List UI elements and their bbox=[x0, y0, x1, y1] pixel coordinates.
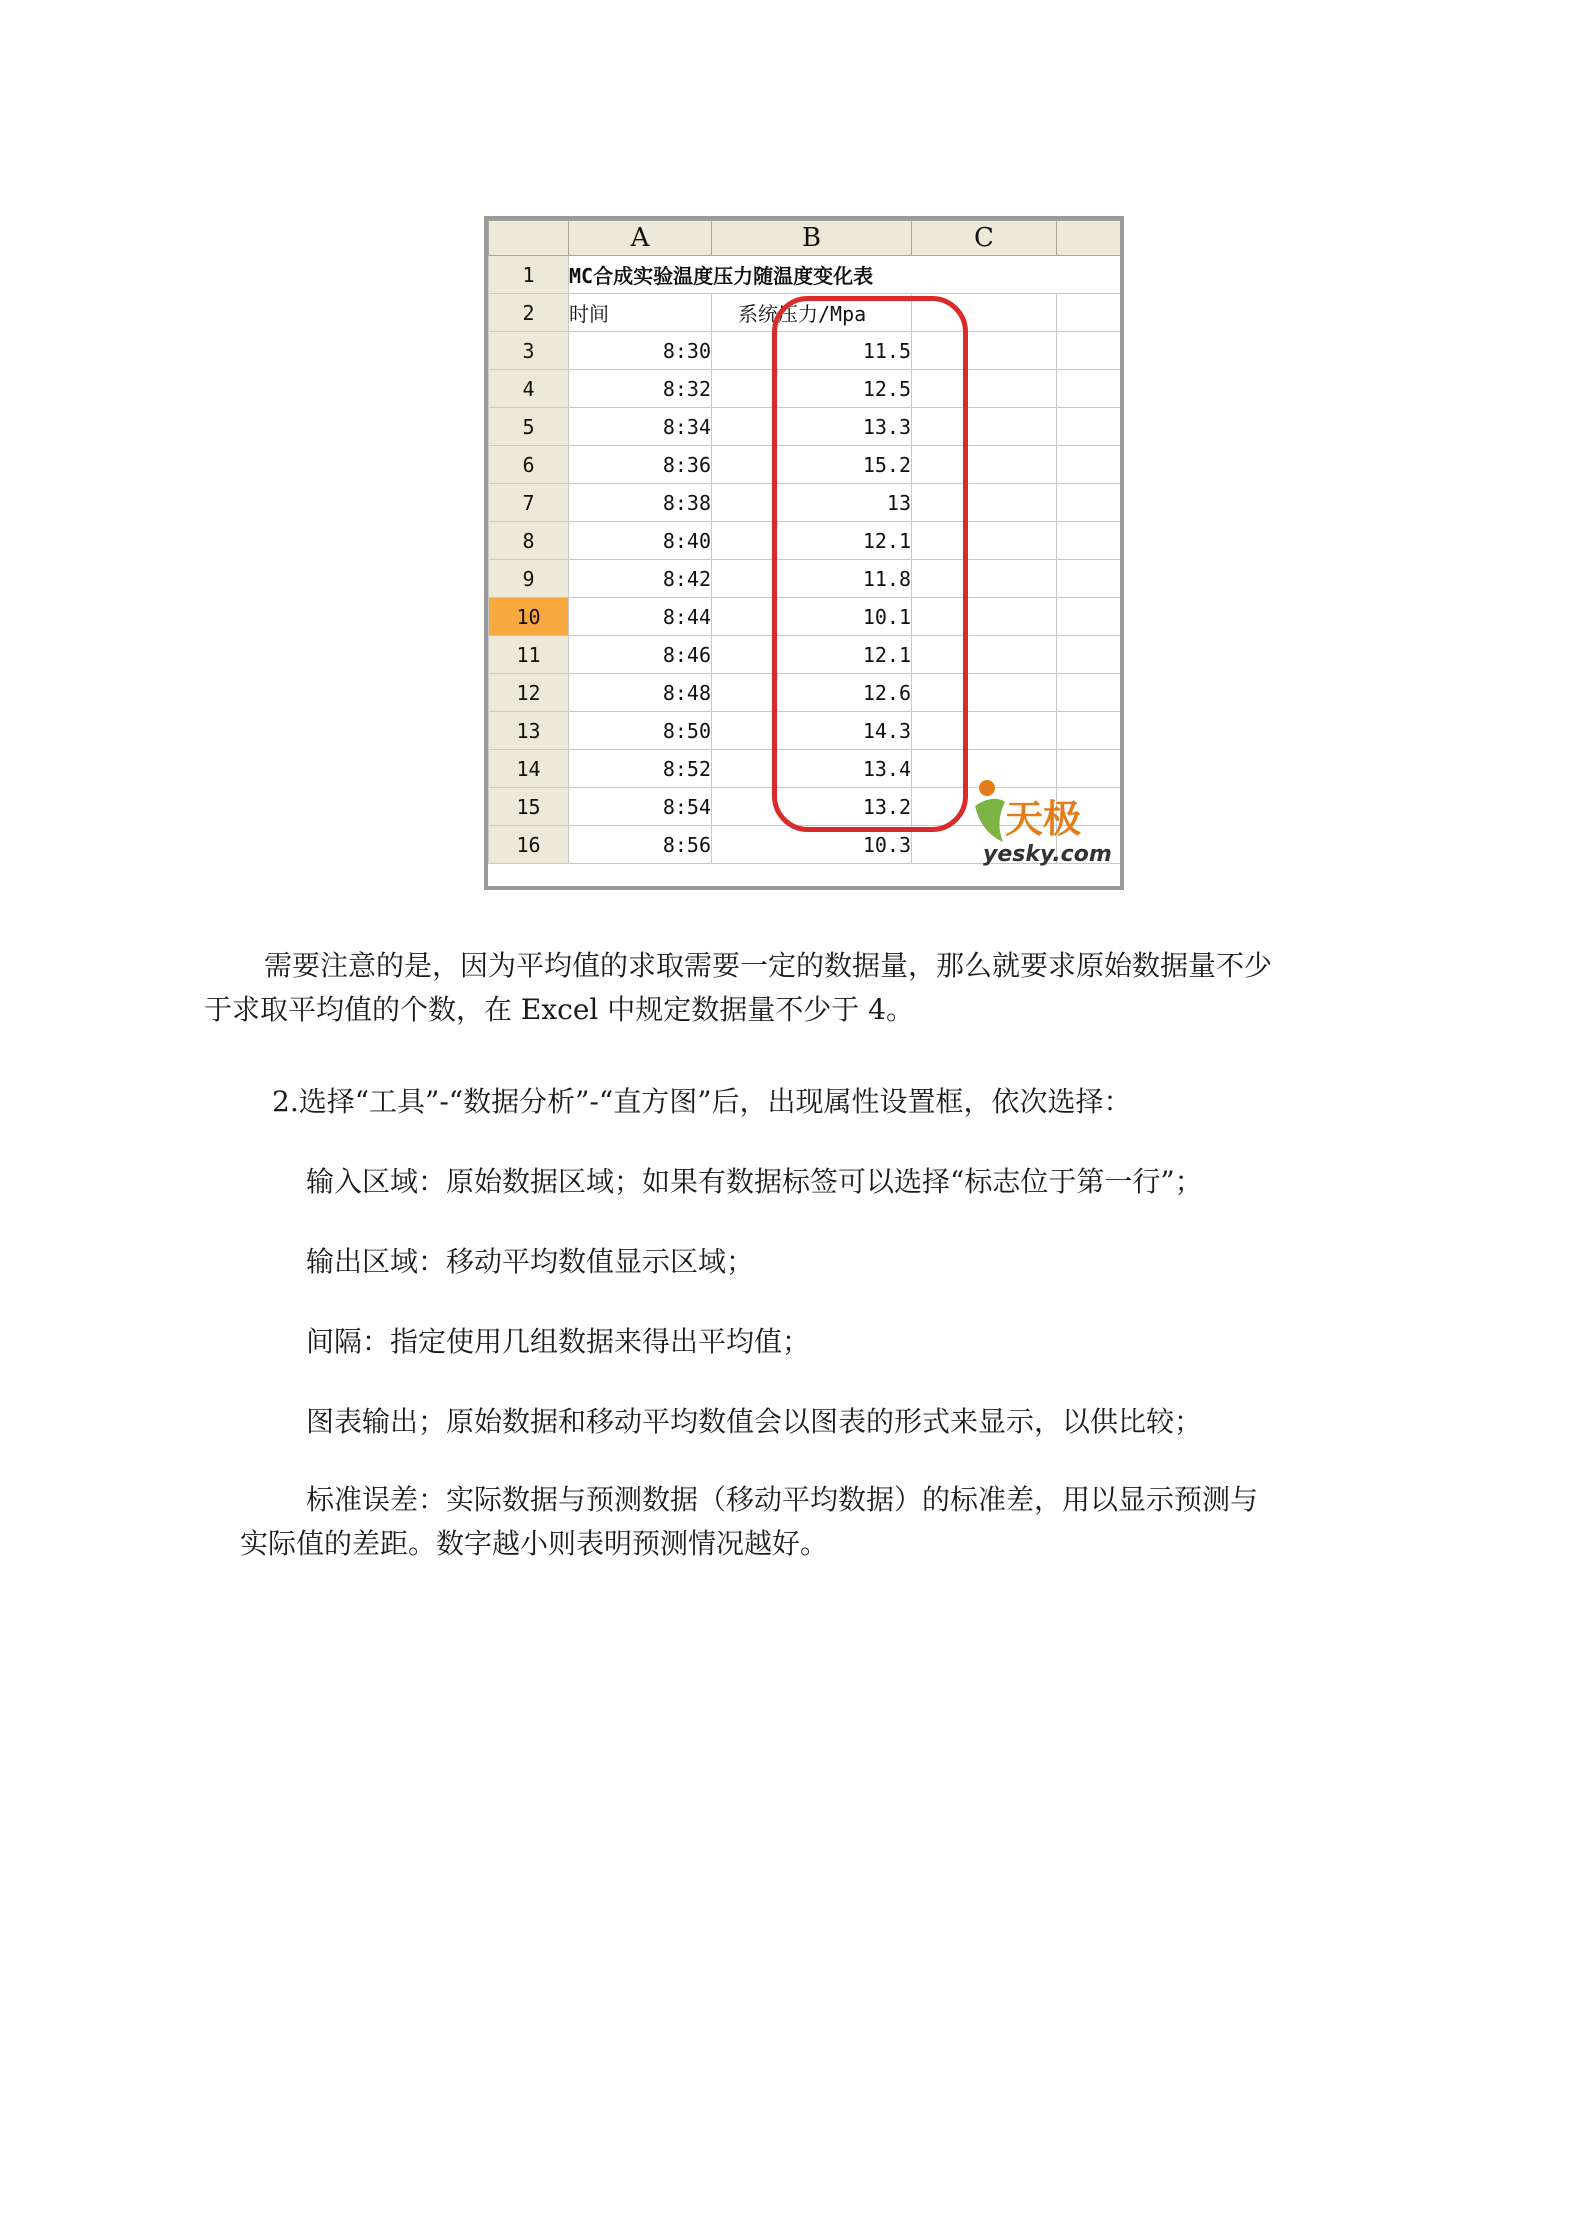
paragraph-output-range: 输出区域：移动平均数值显示区域； bbox=[306, 1245, 755, 1278]
pressure-cell: 12.5 bbox=[712, 370, 912, 408]
row-header: 1 bbox=[489, 256, 569, 294]
time-cell: 8:50 bbox=[569, 712, 712, 750]
table-title: MC合成实验温度压力随温度变化表 bbox=[569, 256, 1125, 294]
table-row bbox=[489, 256, 1125, 294]
row-header: 3 bbox=[489, 332, 569, 370]
empty-cell bbox=[1057, 294, 1125, 332]
header-pressure: 系统压力/Mpa bbox=[712, 294, 912, 332]
time-cell: 8:52 bbox=[569, 750, 712, 788]
time-cell: 8:54 bbox=[569, 788, 712, 826]
pressure-cell: 13 bbox=[712, 484, 912, 522]
column-header-c: C bbox=[912, 221, 1057, 256]
pressure-cell: 11.8 bbox=[712, 560, 912, 598]
empty-cell bbox=[1057, 598, 1125, 636]
time-cell: 8:48 bbox=[569, 674, 712, 712]
time-cell: 8:40 bbox=[569, 522, 712, 560]
time-cell: 8:44 bbox=[569, 598, 712, 636]
row-header: 16 bbox=[489, 826, 569, 864]
paragraph-input-range: 输入区域：原始数据区域；如果有数据标签可以选择“标志位于第一行”； bbox=[306, 1165, 1203, 1198]
empty-cell bbox=[1057, 636, 1125, 674]
paragraph-chart-output: 图表输出；原始数据和移动平均数值会以图表的形式来显示，以供比较； bbox=[306, 1405, 1203, 1438]
empty-cell bbox=[1057, 408, 1125, 446]
paragraph-2: 2.选择“工具”-“数据分析”-“直方图”后，出现属性设置框，依次选择： bbox=[272, 1085, 1132, 1118]
empty-cell bbox=[1057, 674, 1125, 712]
pressure-cell: 13.3 bbox=[712, 408, 912, 446]
paragraph-1-line-1: 需要注意的是，因为平均值的求取需要一定的数据量，那么就要求原始数据量不少 bbox=[264, 949, 1273, 982]
logo-url: yesky.com bbox=[983, 842, 1112, 867]
time-cell: 8:36 bbox=[569, 446, 712, 484]
pressure-cell: 12.1 bbox=[712, 636, 912, 674]
column-header-blank bbox=[1057, 221, 1125, 256]
empty-cell bbox=[1057, 484, 1125, 522]
row-header: 11 bbox=[489, 636, 569, 674]
row-header: 2 bbox=[489, 294, 569, 332]
column-header-b: B bbox=[712, 221, 912, 256]
paragraph-std-error-line-2: 实际值的差距。数字越小则表明预测情况越好。 bbox=[240, 1527, 829, 1560]
row-header: 13 bbox=[489, 712, 569, 750]
row-header: 7 bbox=[489, 484, 569, 522]
pressure-cell: 10.3 bbox=[712, 826, 912, 864]
empty-cell bbox=[1057, 522, 1125, 560]
column-header-a: A bbox=[569, 221, 712, 256]
pressure-cell: 13.4 bbox=[712, 750, 912, 788]
row-header: 15 bbox=[489, 788, 569, 826]
row-header: 8 bbox=[489, 522, 569, 560]
paragraph-interval: 间隔：指定使用几组数据来得出平均值； bbox=[306, 1325, 811, 1358]
row-header: 9 bbox=[489, 560, 569, 598]
highlight-box bbox=[772, 296, 968, 832]
time-cell: 8:46 bbox=[569, 636, 712, 674]
pressure-cell: 11.5 bbox=[712, 332, 912, 370]
pressure-cell: 12.1 bbox=[712, 522, 912, 560]
row-header: 5 bbox=[489, 408, 569, 446]
empty-cell bbox=[1057, 560, 1125, 598]
row-header: 12 bbox=[489, 674, 569, 712]
time-cell: 8:56 bbox=[569, 826, 712, 864]
paragraph-1-line-2: 于求取平均值的个数，在 Excel 中规定数据量不少于 4。 bbox=[204, 993, 914, 1026]
empty-cell bbox=[1057, 712, 1125, 750]
empty-cell bbox=[1057, 370, 1125, 408]
pressure-cell: 14.3 bbox=[712, 712, 912, 750]
time-cell: 8:42 bbox=[569, 560, 712, 598]
header-time: 时间 bbox=[569, 294, 712, 332]
column-header-row bbox=[489, 221, 1125, 256]
row-header: 4 bbox=[489, 370, 569, 408]
pressure-cell: 15.2 bbox=[712, 446, 912, 484]
yesky-logo bbox=[965, 776, 1115, 886]
row-header: 10 bbox=[489, 598, 569, 636]
row-header: 14 bbox=[489, 750, 569, 788]
empty-cell bbox=[1057, 332, 1125, 370]
time-cell: 8:34 bbox=[569, 408, 712, 446]
logo-chinese: 天极 bbox=[1005, 797, 1082, 841]
row-header: 6 bbox=[489, 446, 569, 484]
pressure-cell: 13.2 bbox=[712, 788, 912, 826]
time-cell: 8:32 bbox=[569, 370, 712, 408]
pressure-cell: 12.6 bbox=[712, 674, 912, 712]
time-cell: 8:38 bbox=[569, 484, 712, 522]
time-cell: 8:30 bbox=[569, 332, 712, 370]
empty-cell bbox=[1057, 446, 1125, 484]
paragraph-std-error-line-1: 标准误差：实际数据与预测数据（移动平均数据）的标准差，用以显示预测与 bbox=[306, 1483, 1259, 1516]
pressure-cell: 10.1 bbox=[712, 598, 912, 636]
corner-cell bbox=[489, 221, 569, 256]
